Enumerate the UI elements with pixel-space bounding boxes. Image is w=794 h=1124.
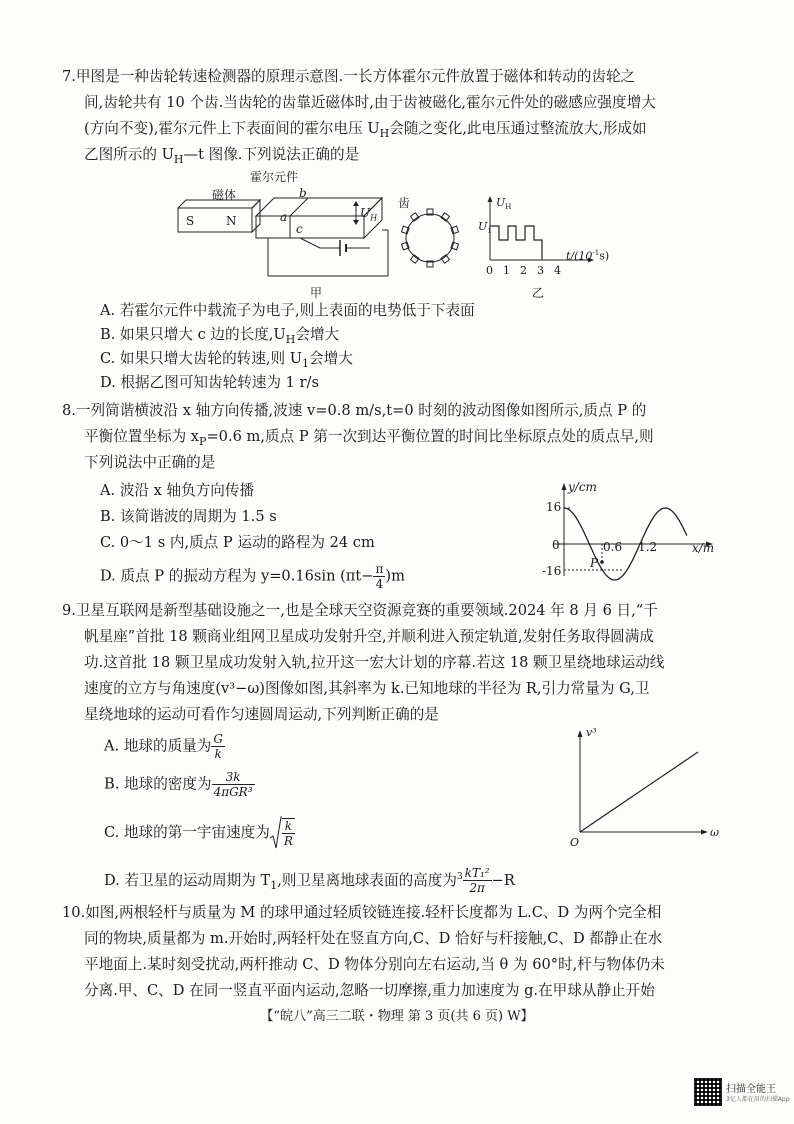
scanner-brand: 扫描全能王 bbox=[726, 1084, 776, 1095]
wave-xlabel: x/m bbox=[692, 541, 715, 555]
gear-tooth bbox=[451, 226, 459, 234]
q8-line-1: 8.一列简谐横波沿 x 轴方向传播,波速 v=0.8 m/s,t=0 时刻的波动图像如图所示,质点 P 的 bbox=[62, 402, 647, 419]
q7-option-a: A. 若霍尔元件中载流子为电子,则上表面的电势低于下表面 bbox=[100, 302, 475, 319]
q9-option-a: A. 地球的质量为 $\frac{G}{k}$ bbox=[104, 732, 223, 761]
q9-option-b: B. 地球的密度为 $\frac{3k}{\text{4πGR³}}$ bbox=[104, 770, 253, 799]
figure-yi-caption: 乙 bbox=[532, 286, 545, 300]
gear-tooth bbox=[451, 242, 459, 250]
omega-xlabel: ω bbox=[710, 826, 719, 839]
q9-line-4: 速度的立方与角速度(v³−ω)图像如图,其斜率为 k.已知地球的半径为 R,引力常量为 G,卫 bbox=[84, 680, 650, 697]
q10-line-1: 10.如图,两根轻杆与质量为 M 的球甲通过轻质铰链连接.轻杆长度都为 L.C、D 为两个完全相 bbox=[62, 904, 662, 921]
gear-body bbox=[406, 214, 454, 262]
hall-element-label: 霍尔元件 bbox=[250, 170, 299, 184]
edge-b-label: b bbox=[299, 186, 307, 200]
uh-label: $U_H$ bbox=[360, 206, 378, 223]
q7-option-d: D. 根据乙图可知齿轮转速为 1 r/s bbox=[100, 374, 319, 391]
v3-ylabel: v³ bbox=[586, 726, 597, 739]
q9-line-3: 功.这首批 18 颗卫星成功发射入轨,拉开这一宏大计划的序幕.若这 18 颗卫星绕地球运动线 bbox=[84, 654, 665, 671]
q10-line-4: 分离.甲、C、D 在同一竖直平面内运动,忽略一切摩擦,重力加速度为 g.在甲球从静止开始 bbox=[84, 982, 655, 999]
yi-u1-label: $U_1$ bbox=[478, 220, 492, 236]
wave-p-label: P bbox=[590, 556, 599, 570]
q9-option-c: C. 地球的第一宇宙速度为 $\frac{k}{R}$ bbox=[104, 819, 293, 848]
wave-x06: 0.6 bbox=[603, 540, 623, 554]
q9-line-1: 9.卫星互联网是新型基础设施之一,也是全球天空资源竞赛的重要领域.2024 年 8 月 6 日,“千 bbox=[62, 602, 658, 619]
wave-ylabel: y/cm bbox=[568, 480, 597, 494]
gear-tooth bbox=[401, 242, 409, 250]
yi-xlabel: $t/(10^{-1}s)$ bbox=[566, 249, 610, 263]
yi-tick-1: 1 bbox=[503, 264, 510, 277]
page-footer: 【“皖八”高三二联・物理 第 3 页(共 6 页) W】 bbox=[260, 1009, 534, 1024]
q8-line-3: 下列说法中正确的是 bbox=[84, 454, 216, 471]
gear-label: 齿 bbox=[398, 196, 411, 210]
q7-line-4: 乙图所示的 $U_H—t$ 图像.下列说法正确的是 bbox=[84, 146, 360, 166]
q7-line-3: (方向不变),霍尔元件上下表面间的霍尔电压 $U_H$会随之变化,此电压通过整流放大,形成如 bbox=[84, 120, 647, 140]
yi-tick-3: 3 bbox=[537, 264, 544, 277]
magnet-pole-s: S bbox=[186, 214, 195, 228]
qr-code-icon bbox=[694, 1078, 722, 1106]
q8-line-2: 平衡位置坐标为 $x_P=0.6$ m,质点 P 第一次到达平衡位置的时间比坐标原点处的质点早,则 bbox=[84, 428, 654, 448]
wave-yneg16: -16 bbox=[542, 564, 562, 578]
q7-line-1: 7.甲图是一种齿轮转速检测器的原理示意图.一长方体霍尔元件放置于磁体和转动的齿轮之 bbox=[62, 68, 636, 85]
scanner-tagline: 3亿人都在用的扫描App bbox=[726, 1096, 790, 1103]
v3-omega-line bbox=[580, 752, 698, 832]
q8-option-b: B. 该简谐波的周期为 1.5 s bbox=[100, 508, 277, 525]
q7-option-b: B. 如果只增大 c 边的长度$,U_H$会增大 bbox=[100, 326, 340, 346]
q9-line-5: 星绕地球的运动可看作匀速圆周运动,下列判断正确的是 bbox=[84, 706, 439, 723]
magnet-pole-n: N bbox=[226, 214, 237, 228]
edge-a-label: a bbox=[280, 210, 288, 224]
q9-option-d: D. 若卫星的运动周期为 $T_1$,则卫星离地球表面的高度为$^3$ $\frac{\text{kT₁²}}{2\pi}$ −R bbox=[104, 866, 515, 896]
scanner-watermark bbox=[694, 1078, 790, 1112]
wave-zero: 0 bbox=[552, 538, 560, 552]
yi-tick-0: 0 bbox=[486, 264, 493, 277]
figure-jia-caption: 甲 bbox=[310, 286, 323, 300]
q10-line-2: 同的物块,质量都为 m.开始时,两轻杆处在竖直方向,C、D 恰好与杆接触,C、D 都静止在水 bbox=[84, 930, 663, 947]
magnet-label: 磁体 bbox=[212, 188, 237, 202]
gear-figure bbox=[398, 206, 462, 270]
origin-o-label: O bbox=[570, 836, 580, 849]
wave-y16: 16 bbox=[546, 500, 562, 514]
q8-wave-graph bbox=[540, 480, 720, 580]
q7-option-c: C. 如果只增大齿轮的转速,则 $U_1$会增大 bbox=[100, 350, 353, 370]
circuit-wire bbox=[268, 230, 388, 276]
q8-option-c: C. 0～1 s 内,质点 P 运动的路程为 24 cm bbox=[100, 534, 375, 551]
wave-x12: 1.2 bbox=[638, 540, 658, 554]
uh-arrow bbox=[353, 201, 359, 225]
yi-tick-4: 4 bbox=[554, 264, 561, 277]
q7-figure-jia bbox=[170, 168, 400, 286]
q10-line-3: 平地面上.某时刻受扰动,两杆推动 C、D 物体分别向左右运动,当 θ 为 60°时,杆与物体仍未 bbox=[84, 956, 665, 973]
edge-c-label: c bbox=[296, 222, 303, 236]
point-p-marker bbox=[600, 560, 604, 564]
yi-ylabel: $U_H$ bbox=[496, 196, 512, 212]
uh-pulse-trace bbox=[490, 226, 542, 260]
q8-option-d: D. 质点 P 的振动方程为 y=0.16sin (πt− $\frac{\pi}{4}$ )m bbox=[100, 562, 405, 591]
gear-tooth bbox=[401, 226, 409, 234]
q7-line-2: 间,齿轮共有 10 个齿.当齿轮的齿靠近磁体时,由于齿被磁化,霍尔元件处的磁感应强度增大 bbox=[84, 94, 656, 111]
q9-v3-omega-graph bbox=[570, 728, 720, 838]
yi-tick-2: 2 bbox=[520, 264, 527, 277]
q8-option-a: A. 波沿 x 轴负方向传播 bbox=[100, 482, 255, 499]
q9-line-2: 帆星座”首批 18 颗商业组网卫星成功发射升空,并顺利进入预定轨道,发射任务取得圆满成 bbox=[84, 628, 654, 645]
